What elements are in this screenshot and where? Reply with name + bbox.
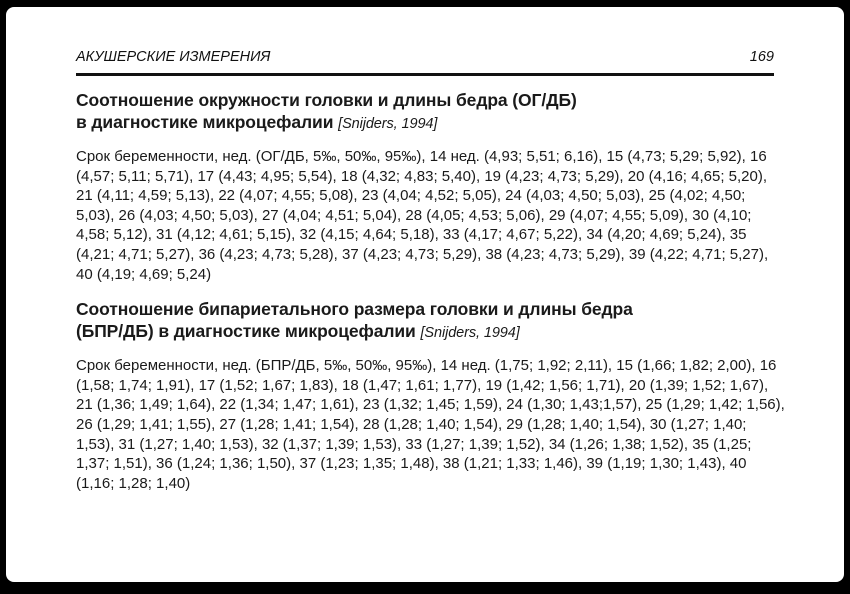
section-heading-bpd-fl — [76, 298, 786, 344]
citation: [Snijders, 1994] — [420, 325, 520, 342]
section-title: АКУШЕРСКИЕ ИЗМЕРЕНИЯ — [76, 49, 271, 65]
citation: [Snijders, 1994] — [338, 116, 438, 132]
section-heading-hc-fl — [76, 89, 786, 135]
heading-line-1: Соотношение окружности головки и длины бедра (ОГ/ДБ) — [76, 90, 577, 110]
page-number: 169 — [749, 49, 774, 65]
running-header — [76, 49, 774, 65]
bottom-border — [0, 590, 850, 594]
heading-line-2: в диагностике микроцефалии — [76, 112, 334, 132]
heading-line-2: (БПР/ДБ) в диагностике микроцефалии — [76, 321, 416, 342]
book-page — [6, 7, 844, 582]
section-body-hc-fl: Срок беременности, нед. (ОГ/ДБ, 5‰, 50‰, 95‰), 14 нед. (4,93; 5,51; 6,16), 15 (4,73; 5,29; 5,92), 16 (4,57; 5,11; 5,71), 17 (4,43; 4,95; 5,54), 18 (4,32; 4,83; 5,40), 19 (4,23; 4,73; 5,29), 20 (4,16; 4,65; 5,20), 21 (4,11; 4,59; 5,13), 22 (4,07; 4,55; 5,08), 23 (4,04; 4,52; 5,05), 24 (4,03; 4,50; 5,03), 25 (4,02; 4,50; 5,03), 26 (4,03; 4,50; 5,03), 27 (4,04; 4,51; 5,04), 28 (4,05; 4,53; 5,06), 29 (4,07; 4,55; 5,09), 30 (4,10; 4,58; 5,12), 31 (4,12; 4,61; 5,15), 32 (4,15; 4,64; 5,18), 33 (4,17; 4,67; 5,22), 34 (4,20; 4,69; 5,24), 35 (4,21; 4,71; 5,27), 36 (4,23; 4,73; 5,28), 37 (4,23; 4,73; 5,29), 38 (4,23; 4,73; 5,29), 39 (4,22; 4,71; 5,27), 40 (4,19; 4,69; 5,24) — [76, 148, 769, 283]
section-body-bpd-fl: Срок беременности, нед. (БПР/ДБ, 5‰, 50‰, 95‰), 14 нед. (1,75; 1,92; 2,11), 15 (1,66; 1,82; 2,00), 16 (1,58; 1,74; 1,91), 17 (1,52; 1,67; 1,83), 18 (1,47; 1,61; 1,77), 19 (1,42; 1,56; 1,71), 20 (1,39; 1,52; 1,67), 21 (1,36; 1,49; 1,64), 22 (1,34; 1,47; 1,61), 23 (1,32; 1,45; 1,59), 24 (1,30; 1,43;1,57), 25 (1,29; 1,42; 1,56), 26 (1,29; 1,41; 1,55), 27 (1,28; 1,41; 1,54), 28 (1,28; 1,40; 1,54), 29 (1,28; 1,40; 1,54), 30 (1,27; 1,40; 1,53), 31 (1,27; 1,40; 1,53), 32 (1,37; 1,39; 1,53), 33 (1,27; 1,39; 1,52), 34 (1,26; 1,38; 1,52), 35 (1,25; 1,37; 1,51), 36 (1,24; 1,36; 1,50), 37 (1,23; 1,35; 1,48), 38 (1,21; 1,33; 1,46), 39 (1,19; 1,30; 1,43), 40 (1,16; 1,28; 1,40) — [76, 357, 785, 492]
heading-line-1: Соотношение бипариетального размера головки и длины бедра — [76, 299, 633, 320]
header-rule — [76, 73, 774, 76]
page-content — [76, 89, 786, 507]
